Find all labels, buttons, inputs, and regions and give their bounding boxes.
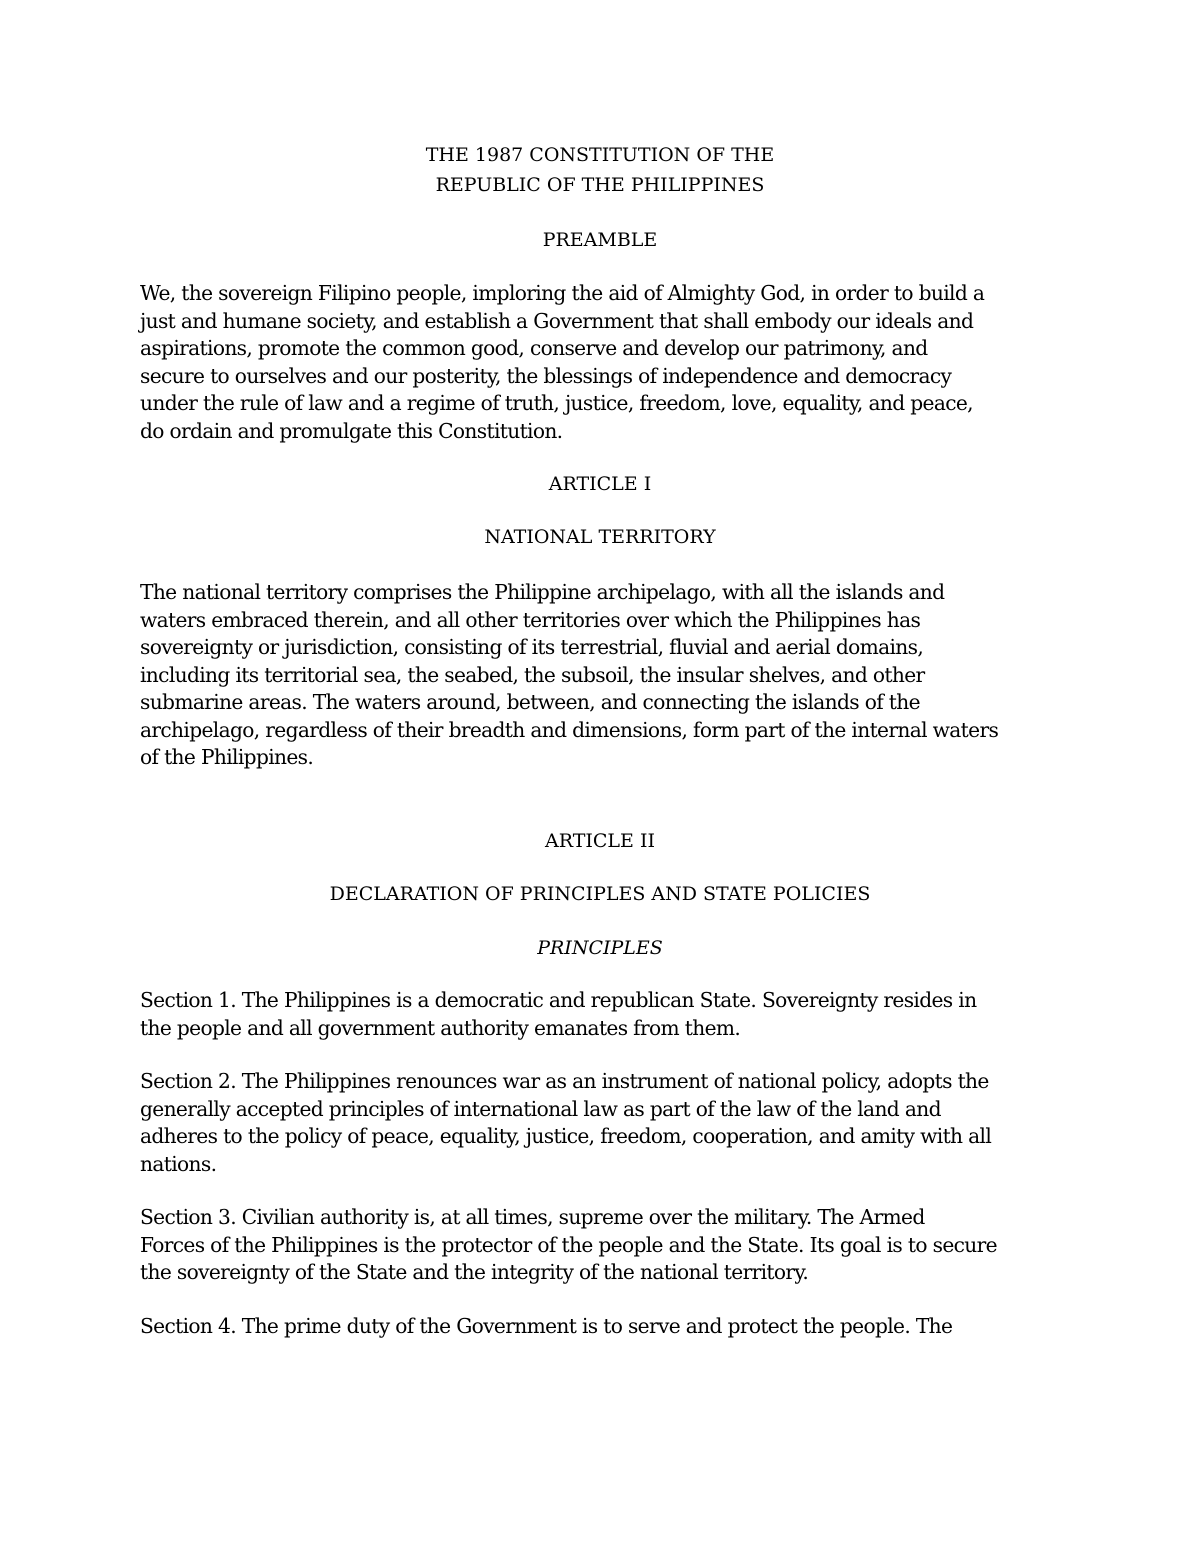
document-title-line-1: THE 1987 CONSTITUTION OF THE: [425, 144, 775, 166]
section-3-paragraph: [140, 1204, 1060, 1287]
principles-heading: PRINCIPLES: [537, 937, 663, 959]
section-2-line: generally accepted principles of international law as part of the law of the land and: [140, 1096, 941, 1121]
article-1-heading: ARTICLE I: [548, 473, 652, 495]
preamble-paragraph: [140, 280, 1060, 445]
section-3-line: the sovereignty of the State and the integrity of the national territory.: [140, 1260, 809, 1284]
section-4-line: Section 4. The prime duty of the Government is to serve and protect the people. The: [140, 1314, 953, 1338]
article-1-subheading: NATIONAL TERRITORY: [484, 526, 716, 548]
section-2-line: Section 2. The Philippines renounces war as an instrument of national policy, adopts the: [140, 1069, 989, 1093]
section-3-line: Forces of the Philippines is the protector of the people and the State. Its goal is to secure: [140, 1232, 997, 1257]
preamble-line: We, the sovereign Filipino people, imploring the aid of Almighty God, in order to build a: [140, 281, 985, 305]
article-1-line: of the Philippines.: [140, 745, 314, 769]
section-2-line: adheres to the policy of peace, equality, justice, freedom, cooperation, and amity with all: [140, 1124, 992, 1148]
document-title-line-2: REPUBLIC OF THE PHILIPPINES: [435, 174, 765, 196]
section-2-line: nations.: [140, 1151, 217, 1176]
article-1-line: submarine areas. The waters around, between, and connecting the islands of the: [140, 690, 920, 714]
article-1-line: The national territory comprises the Philippine archipelago, with all the islands and: [140, 580, 945, 604]
article-1-line: including its territorial sea, the seabed, the subsoil, the insular shelves, and other: [140, 662, 925, 687]
article-1-paragraph: [140, 579, 1060, 772]
preamble-line: secure to ourselves and our posterity, the blessings of independence and democracy: [140, 363, 952, 388]
document-page: [140, 0, 1060, 1553]
preamble-line: under the rule of law and a regime of truth, justice, freedom, love, equality, and peace,: [140, 391, 973, 415]
section-1-paragraph: [140, 987, 1060, 1042]
section-2-paragraph: [140, 1068, 1060, 1178]
article-1-line: archipelago, regardless of their breadth and dimensions, form part of the internal waters: [140, 717, 999, 742]
section-3-line: Section 3. Civilian authority is, at all times, supreme over the military. The Armed: [140, 1205, 925, 1229]
preamble-line: do ordain and promulgate this Constitution.: [140, 418, 563, 443]
article-2-heading: ARTICLE II: [545, 830, 655, 852]
preamble-line: aspirations, promote the common good, conserve and develop our patrimony, and: [140, 336, 928, 360]
section-1-line: the people and all government authority emanates from them.: [140, 1015, 741, 1040]
section-4-paragraph: [140, 1313, 1060, 1341]
section-1-line: Section 1. The Philippines is a democratic and republican State. Sovereignty resides in: [140, 988, 977, 1012]
preamble-line: just and humane society, and establish a Government that shall embody our ideals and: [140, 308, 974, 333]
article-1-line: sovereignty or jurisdiction, consisting of its terrestrial, fluvial and aerial domains,: [140, 635, 924, 659]
article-2-subheading: DECLARATION OF PRINCIPLES AND STATE POLICIES: [329, 883, 871, 905]
preamble-heading: PREAMBLE: [542, 229, 658, 251]
article-1-line: waters embraced therein, and all other territories over which the Philippines has: [140, 607, 921, 632]
